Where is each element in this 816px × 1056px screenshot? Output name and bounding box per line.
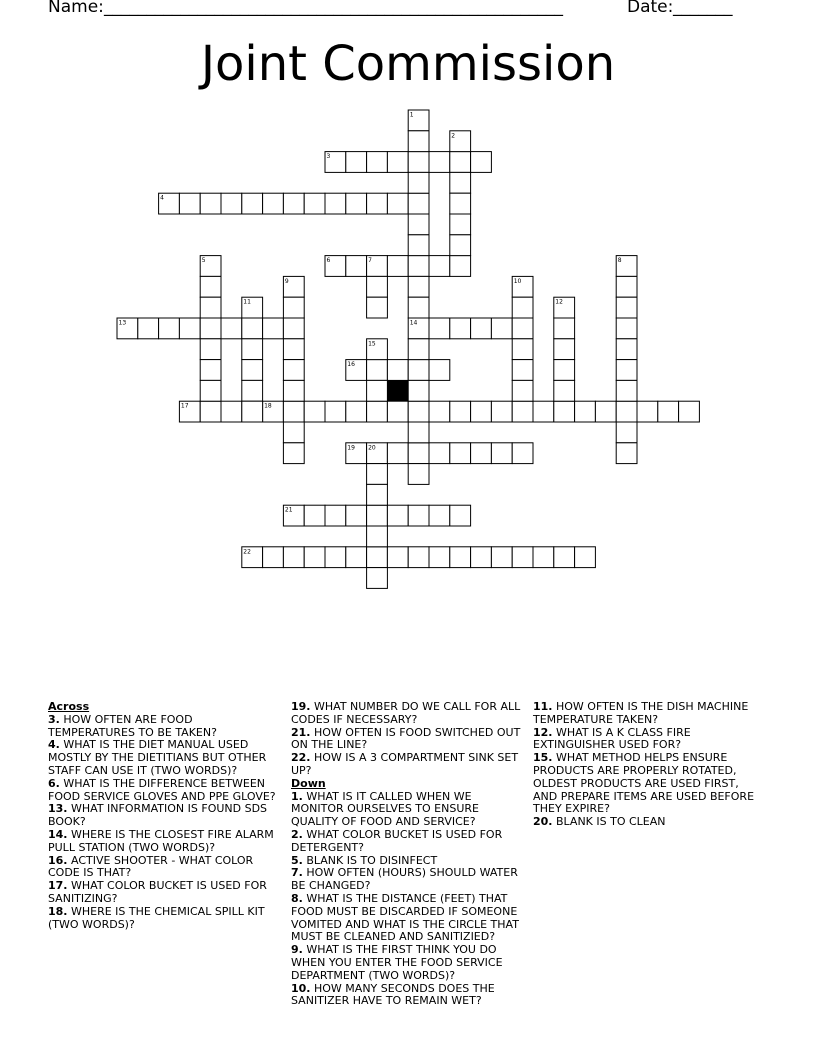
grid-cell[interactable] — [283, 360, 304, 381]
grid-cell[interactable] — [283, 422, 304, 443]
grid-cell[interactable] — [138, 318, 159, 339]
grid-cell[interactable] — [367, 360, 388, 381]
grid-cell[interactable] — [554, 401, 575, 422]
grid-cell[interactable] — [450, 443, 471, 464]
grid-cell[interactable] — [200, 276, 221, 297]
grid-cell[interactable] — [387, 505, 408, 526]
grid-cell[interactable] — [554, 339, 575, 360]
across-clue: 21. HOW OFTEN IS FOOD SWITCHED OUT ON THE LINE? — [291, 725, 521, 752]
grid-cell[interactable] — [616, 443, 637, 464]
across-clue: 16. ACTIVE SHOOTER - WHAT COLOR CODE IS THAT? — [48, 853, 254, 880]
date-blank[interactable]: _______ — [673, 0, 733, 17]
down-clue: 20. BLANK IS TO CLEAN — [533, 815, 666, 829]
grid-cell[interactable] — [387, 360, 408, 381]
down-clue: 8. WHAT IS THE DISTANCE (FEET) THAT FOOD MUST BE DISCARDED IF SOMEONE VOMITED AND WHAT IS THE CIRCLE THAT MUST BE CLEANED AND SANITIZIED? — [291, 891, 519, 944]
grid-cell[interactable] — [533, 401, 554, 422]
across-clue: 18. WHERE IS THE CHEMICAL SPILL KIT (TWO WORDS)? — [48, 904, 265, 931]
down-clue: 10. HOW MANY SECONDS DOES THE SANITIZER HAVE TO REMAIN WET? — [291, 981, 495, 1008]
across-clue: 13. WHAT INFORMATION IS FOUND SDS BOOK? — [48, 802, 268, 829]
clue-number: 1 — [409, 111, 414, 119]
clue-number: 4 — [160, 194, 164, 202]
grid-cell[interactable] — [408, 131, 429, 152]
grid-cell[interactable] — [512, 547, 533, 568]
grid-cell[interactable] — [283, 297, 304, 318]
clue-number: 12 — [555, 298, 563, 306]
grid-cell[interactable] — [367, 276, 388, 297]
grid-cell[interactable] — [616, 380, 637, 401]
grid-cell[interactable] — [263, 193, 284, 214]
grid-cell[interactable] — [471, 443, 492, 464]
grid-cell[interactable] — [159, 318, 180, 339]
grid-cell[interactable] — [512, 318, 533, 339]
grid-cell[interactable] — [512, 297, 533, 318]
grid-cell[interactable] — [221, 193, 242, 214]
grid-cell[interactable] — [512, 339, 533, 360]
clue-number: 22 — [243, 548, 251, 556]
grid-cell[interactable] — [346, 505, 367, 526]
grid-cell[interactable] — [200, 380, 221, 401]
across-clue: 6. WHAT IS THE DIFFERENCE BETWEEN FOOD SERVICE GLOVES AND PPE GLOVE? — [48, 776, 276, 803]
grid-cell[interactable] — [616, 422, 637, 443]
grid-cell[interactable] — [616, 297, 637, 318]
grid-cell[interactable] — [346, 547, 367, 568]
grid-cell[interactable] — [387, 547, 408, 568]
clue-number: 8 — [617, 257, 622, 265]
clue-number: 3 — [326, 153, 331, 161]
grid-cell[interactable] — [221, 401, 242, 422]
clue-number: 5 — [201, 257, 206, 265]
across-clues-column-1 — [48, 701, 280, 931]
grid-cell[interactable] — [387, 256, 408, 277]
grid-cell[interactable] — [450, 193, 471, 214]
grid-cell[interactable] — [408, 256, 429, 277]
grid-cell[interactable] — [200, 401, 221, 422]
grid-cell[interactable] — [658, 401, 679, 422]
grid-cell[interactable] — [554, 318, 575, 339]
grid-cell[interactable] — [616, 318, 637, 339]
grid-cell[interactable] — [616, 360, 637, 381]
grid-cell[interactable] — [512, 360, 533, 381]
grid-cell[interactable] — [283, 318, 304, 339]
grid-cell[interactable] — [450, 401, 471, 422]
down-clues-column-3 — [533, 701, 765, 829]
grid-cell[interactable] — [387, 401, 408, 422]
grid-cell[interactable] — [346, 256, 367, 277]
grid-cell[interactable] — [408, 464, 429, 485]
grid-cell[interactable] — [450, 547, 471, 568]
grid-cell[interactable] — [408, 380, 429, 401]
grid-cell[interactable] — [283, 193, 304, 214]
clue-number: 14 — [409, 319, 418, 327]
across-clue: 19. WHAT NUMBER DO WE CALL FOR ALL CODES IF NECESSARY? — [291, 700, 521, 726]
grid-cell[interactable] — [200, 318, 221, 339]
grid-cell[interactable] — [408, 505, 429, 526]
grid-cell[interactable] — [512, 401, 533, 422]
grid-cell[interactable] — [200, 297, 221, 318]
grid-cell[interactable] — [304, 547, 325, 568]
clues-column-2 — [291, 701, 523, 1008]
grid-cell[interactable] — [575, 401, 596, 422]
across-clue: 17. WHAT COLOR BUCKET IS USED FOR SANITIZING? — [48, 879, 267, 905]
grid-cell[interactable] — [387, 152, 408, 173]
grid-cell[interactable] — [367, 505, 388, 526]
across-clue: 3. HOW OFTEN ARE FOOD TEMPERATURES TO BE TAKEN? — [48, 712, 217, 739]
grid-cell[interactable] — [242, 193, 263, 214]
grid-cell[interactable] — [200, 193, 221, 214]
across-clue: 22. HOW IS A 3 COMPARTMENT SINK SET UP? — [291, 751, 519, 777]
grid-cell[interactable] — [408, 193, 429, 214]
down-clue: 5. BLANK IS TO DISINFECT — [291, 853, 438, 867]
grid-cell[interactable] — [387, 443, 408, 464]
grid-cell[interactable] — [679, 401, 700, 422]
name-blank[interactable]: ______________________________________________________ — [104, 0, 563, 17]
down-clue: 2. WHAT COLOR BUCKET IS USED FOR DETERGENT? — [291, 827, 503, 854]
grid-cell[interactable] — [471, 318, 492, 339]
clue-number: 17 — [180, 402, 189, 410]
grid-cell[interactable] — [325, 193, 346, 214]
grid-cell[interactable] — [450, 256, 471, 277]
grid-cell[interactable] — [408, 401, 429, 422]
clue-number: 9 — [284, 277, 289, 285]
grid-cell[interactable] — [263, 318, 284, 339]
clue-number: 16 — [347, 361, 355, 369]
grid-cell[interactable] — [367, 152, 388, 173]
grid-cell[interactable] — [450, 172, 471, 193]
down-clue: 12. WHAT IS A K CLASS FIRE EXTINGUISHER USED FOR? — [533, 725, 691, 752]
grid-cell[interactable] — [179, 193, 200, 214]
grid-cell[interactable] — [200, 360, 221, 381]
grid-cell[interactable] — [491, 443, 512, 464]
grid-cell[interactable] — [554, 380, 575, 401]
grid-cell[interactable] — [367, 401, 388, 422]
grid-cell[interactable] — [367, 526, 388, 547]
clue-number: 19 — [347, 444, 355, 452]
clue-number: 21 — [284, 506, 293, 514]
grid-cell[interactable] — [367, 547, 388, 568]
down-clue: 1. WHAT IS IT CALLED WHEN WE MONITOR OURSELVES TO ENSURE QUALITY OF FOOD AND SERVICE? — [291, 789, 479, 829]
grid-cell[interactable] — [429, 152, 450, 173]
grid-cell[interactable] — [283, 401, 304, 422]
across-clue: 14. WHERE IS THE CLOSEST FIRE ALARM PULL STATION (TWO WORDS)? — [48, 827, 274, 854]
grid-cell[interactable] — [367, 484, 388, 505]
grid-cell[interactable] — [221, 318, 242, 339]
grid-cell[interactable] — [471, 152, 492, 173]
grid-cell[interactable] — [616, 401, 637, 422]
grid-cell[interactable] — [283, 380, 304, 401]
grid-cell[interactable] — [450, 505, 471, 526]
grid-cell[interactable] — [304, 193, 325, 214]
clue-number: 15 — [368, 340, 376, 348]
grid-cell[interactable] — [346, 152, 367, 173]
grid-cell[interactable] — [242, 401, 263, 422]
grid-cell[interactable] — [471, 401, 492, 422]
grid-cell[interactable] — [408, 547, 429, 568]
down-heading: Down — [291, 776, 326, 790]
grid-cell[interactable] — [554, 547, 575, 568]
grid-cell[interactable] — [429, 318, 450, 339]
grid-cell[interactable] — [554, 360, 575, 381]
grid-cell[interactable] — [408, 443, 429, 464]
grid-cell[interactable] — [408, 276, 429, 297]
clue-number: 13 — [118, 319, 127, 327]
grid-cell[interactable] — [242, 360, 263, 381]
down-clue: 7. HOW OFTEN (HOURS) SHOULD WATER BE CHANGED? — [291, 866, 518, 893]
down-clue: 11. HOW OFTEN IS THE DISH MACHINE TEMPERATURE TAKEN? — [533, 700, 749, 726]
grid-cell[interactable] — [283, 339, 304, 360]
black-cell — [387, 380, 408, 401]
grid-cell[interactable] — [408, 214, 429, 235]
grid-cell[interactable] — [242, 339, 263, 360]
clue-number: 10 — [513, 277, 522, 285]
grid-cell[interactable] — [408, 235, 429, 256]
grid-cell[interactable] — [637, 401, 658, 422]
clue-number: 20 — [368, 444, 376, 452]
grid-cell[interactable] — [429, 401, 450, 422]
down-clue: 9. WHAT IS THE FIRST THINK YOU DO WHEN YOU ENTER THE FOOD SERVICE DEPARTMENT (TWO WORDS)? — [291, 943, 503, 982]
clue-number: 11 — [243, 298, 251, 306]
clue-number: 2 — [451, 132, 456, 140]
grid-cell[interactable] — [575, 547, 596, 568]
grid-cell[interactable] — [616, 339, 637, 360]
grid-cell[interactable] — [263, 547, 284, 568]
grid-cell[interactable] — [408, 152, 429, 173]
grid-cell[interactable] — [429, 505, 450, 526]
date-label: Date: — [627, 0, 674, 17]
grid-cell[interactable] — [491, 547, 512, 568]
grid-cell[interactable] — [512, 380, 533, 401]
grid-cell[interactable] — [367, 568, 388, 589]
grid-cell[interactable] — [471, 547, 492, 568]
grid-cell[interactable] — [450, 318, 471, 339]
grid-cell[interactable] — [367, 193, 388, 214]
name-label: Name: — [48, 0, 104, 17]
grid-cell[interactable] — [325, 401, 346, 422]
grid-cell[interactable] — [242, 318, 263, 339]
page-title: Joint Commission — [200, 36, 616, 92]
grid-cell[interactable] — [408, 172, 429, 193]
grid-cell[interactable] — [200, 339, 221, 360]
grid-cell[interactable] — [616, 276, 637, 297]
grid-cell[interactable] — [283, 547, 304, 568]
grid-cell[interactable] — [429, 443, 450, 464]
grid-cell[interactable] — [325, 547, 346, 568]
grid-cell[interactable] — [387, 193, 408, 214]
grid-cell[interactable] — [429, 256, 450, 277]
grid-cell[interactable] — [179, 318, 200, 339]
grid-cell[interactable] — [491, 318, 512, 339]
grid-cell[interactable] — [533, 547, 554, 568]
grid-cell[interactable] — [304, 401, 325, 422]
grid-cell[interactable] — [346, 401, 367, 422]
across-clue: 4. WHAT IS THE DIET MANUAL USED MOSTLY BY THE DIETITIANS BUT OTHER STAFF CAN USE IT (TWO WORDS)? — [48, 738, 267, 777]
grid-cell[interactable] — [450, 235, 471, 256]
grid-cell[interactable] — [429, 360, 450, 381]
clue-number: 18 — [264, 402, 272, 410]
grid-cell[interactable] — [367, 380, 388, 401]
grid-cell[interactable] — [367, 297, 388, 318]
grid-cell[interactable] — [408, 422, 429, 443]
clue-number: 6 — [326, 257, 331, 265]
grid-cell[interactable] — [491, 401, 512, 422]
grid-cell[interactable] — [408, 360, 429, 381]
down-clue: 15. WHAT METHOD HELPS ENSURE PRODUCTS ARE PROPERLY ROTATED, OLDEST PRODUCTS ARE USED FIRST, AND PREPARE ITEMS ARE USED BEFORE THEY EXPIRE? — [533, 751, 755, 816]
grid-cell[interactable] — [325, 505, 346, 526]
across-heading: Across — [48, 700, 90, 713]
grid-cell[interactable] — [304, 505, 325, 526]
clue-number: 7 — [368, 257, 372, 265]
grid-cell[interactable] — [512, 443, 533, 464]
grid-cell[interactable] — [367, 464, 388, 485]
grid-cell[interactable] — [595, 401, 616, 422]
grid-cell[interactable] — [450, 152, 471, 173]
grid-cell[interactable] — [408, 339, 429, 360]
grid-cell[interactable] — [283, 443, 304, 464]
grid-cell[interactable] — [242, 380, 263, 401]
grid-cell[interactable] — [408, 297, 429, 318]
grid-cell[interactable] — [450, 214, 471, 235]
grid-cell[interactable] — [346, 193, 367, 214]
grid-cell[interactable] — [429, 547, 450, 568]
